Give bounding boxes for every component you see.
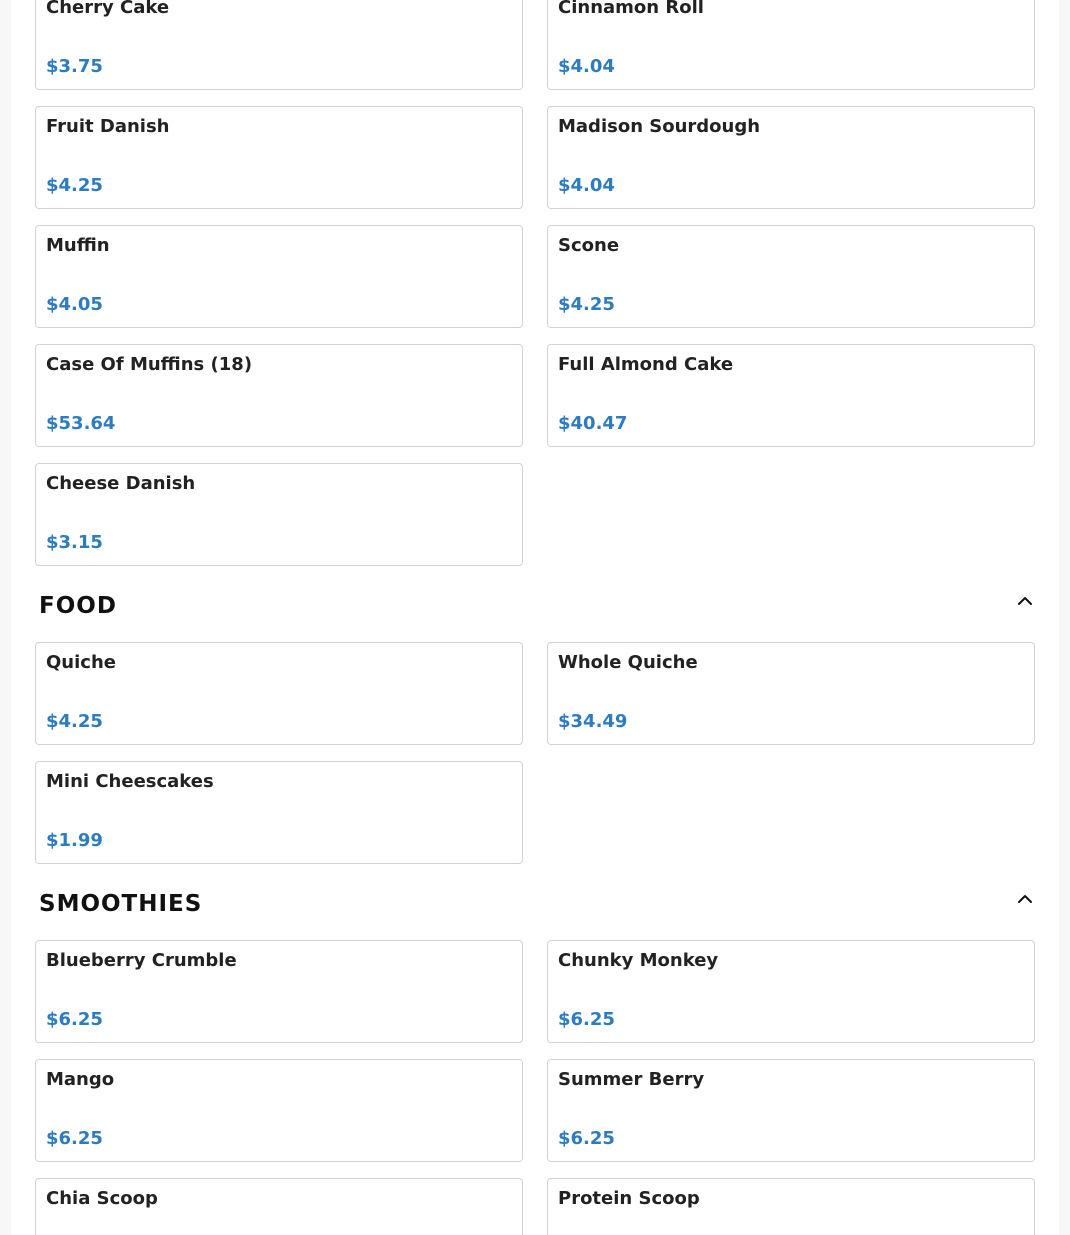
item-price: $6.25 bbox=[46, 1009, 103, 1030]
menu-item-card[interactable] bbox=[35, 761, 523, 864]
menu-item-card[interactable] bbox=[35, 106, 523, 209]
item-price: $4.05 bbox=[46, 294, 103, 315]
item-price: $4.25 bbox=[558, 294, 615, 315]
item-price: $4.04 bbox=[558, 56, 615, 77]
item-name: Chia Scoop bbox=[46, 1188, 158, 1209]
item-price: $6.25 bbox=[46, 1128, 103, 1149]
item-name: Protein Scoop bbox=[558, 1188, 700, 1209]
item-price: $4.25 bbox=[46, 711, 103, 732]
menu-item-card[interactable] bbox=[547, 0, 1035, 90]
menu-item-card[interactable] bbox=[547, 1059, 1035, 1162]
menu-item-card[interactable] bbox=[547, 1178, 1035, 1235]
item-name: Blueberry Crumble bbox=[46, 950, 237, 971]
item-name: Muffin bbox=[46, 235, 110, 256]
item-price: $4.04 bbox=[558, 175, 615, 196]
item-price: $3.15 bbox=[46, 532, 103, 553]
section-title-smoothies: SMOOTHIES bbox=[39, 891, 203, 917]
menu-page bbox=[11, 0, 1059, 1235]
item-name: Scone bbox=[558, 235, 620, 256]
menu-item-card[interactable] bbox=[547, 225, 1035, 328]
item-name: Case Of Muffins (18) bbox=[46, 354, 253, 375]
item-name: Mini Cheescakes bbox=[46, 771, 214, 792]
item-name: Whole Quiche bbox=[558, 652, 698, 673]
item-price: $40.47 bbox=[558, 413, 628, 434]
menu-item-card[interactable] bbox=[547, 106, 1035, 209]
item-name: Cinnamon Roll bbox=[558, 0, 704, 18]
item-price: $53.64 bbox=[46, 413, 116, 434]
menu-item-card[interactable] bbox=[35, 225, 523, 328]
item-name: Summer Berry bbox=[558, 1069, 705, 1090]
item-name: Mango bbox=[46, 1069, 115, 1090]
menu-item-card[interactable] bbox=[547, 642, 1035, 745]
item-name: Chunky Monkey bbox=[558, 950, 719, 971]
item-price: $1.99 bbox=[46, 830, 103, 851]
item-price: $4.25 bbox=[46, 175, 103, 196]
item-price: $6.25 bbox=[558, 1128, 615, 1149]
item-name: Cherry Cake bbox=[46, 0, 170, 18]
menu-item-card[interactable] bbox=[35, 1178, 523, 1235]
menu-item-card[interactable] bbox=[35, 0, 523, 90]
menu-item-card[interactable] bbox=[35, 642, 523, 745]
menu-item-card[interactable] bbox=[35, 463, 523, 566]
menu-item-card[interactable] bbox=[547, 344, 1035, 447]
item-name: Quiche bbox=[46, 652, 116, 673]
item-name: Madison Sourdough bbox=[558, 116, 761, 137]
item-name: Full Almond Cake bbox=[558, 354, 734, 375]
item-name: Fruit Danish bbox=[46, 116, 170, 137]
chevron-up-icon[interactable] bbox=[1015, 891, 1035, 905]
item-price: $6.25 bbox=[558, 1009, 615, 1030]
menu-item-card[interactable] bbox=[35, 344, 523, 447]
menu-item-card[interactable] bbox=[547, 940, 1035, 1043]
chevron-up-icon[interactable] bbox=[1015, 593, 1035, 607]
item-name: Cheese Danish bbox=[46, 473, 196, 494]
item-price: $34.49 bbox=[558, 711, 628, 732]
menu-item-card[interactable] bbox=[35, 940, 523, 1043]
menu-item-card[interactable] bbox=[35, 1059, 523, 1162]
section-title-food: FOOD bbox=[39, 593, 117, 619]
item-price: $3.75 bbox=[46, 56, 103, 77]
